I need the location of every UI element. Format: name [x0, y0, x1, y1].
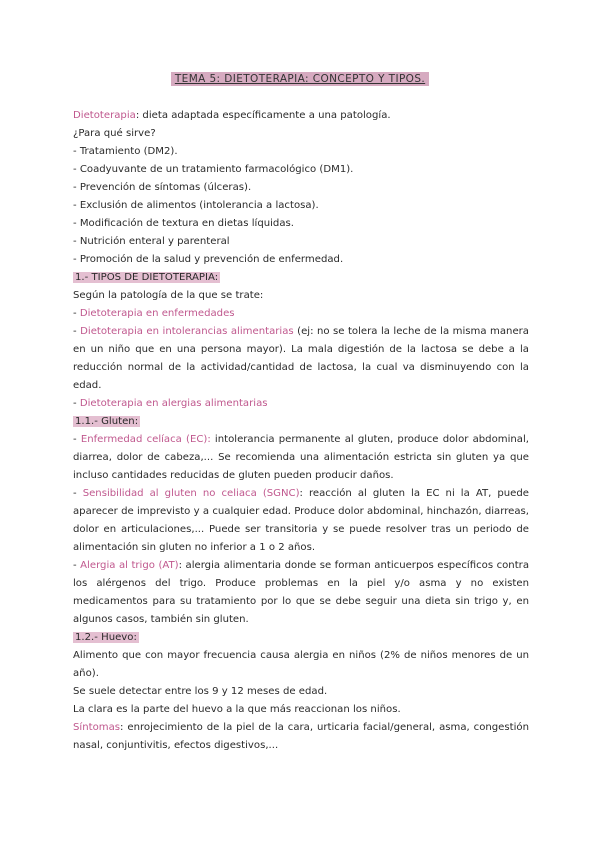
subsection-heading [73, 629, 529, 647]
type-item: - Dietoterapia en intolerancias alimentarias (ej: no se tolera la leche de la misma manera en un niño que en una persona mayor). La mala digestión de la lactosa se debe a la reducción normal de la actividad/cantidad de lactosa, la cual va disminuyendo con la edad. [73, 326, 529, 391]
page-title: TEMA 5: DIETOTERAPIA: CONCEPTO Y TIPOS. [171, 72, 429, 86]
gluten-term: Sensibilidad al gluten no celiaca (SGNC) [82, 488, 300, 499]
huevo-paragraph: La clara es la parte del huevo a la que más reaccionan los niños. [73, 704, 401, 715]
subsection-heading-text: 1.2.- Huevo: [75, 632, 137, 643]
gluten-term: Alergia al trigo (AT) [80, 560, 179, 571]
symptoms-term: Síntomas [73, 722, 121, 733]
type-item: - Dietoterapia en enfermedades [73, 308, 235, 319]
huevo-paragraph: Se suele detectar entre los 9 y 12 meses de edad. [73, 686, 328, 697]
use-item: - Modificación de textura en dietas líquidas. [73, 218, 294, 229]
gluten-item: - Alergia al trigo (AT): alergia alimentaria donde se forman anticuerpos específicos contra los alérgenos del trigo. Produce problemas en la piel y/o asma y no existen medicamentos para su tratamiento por lo que se debe seguir una dieta sin trigo y, en algunos casos, también sin gluten. [73, 560, 530, 625]
title-container [0, 72, 600, 86]
gluten-description: : reacción al gluten la EC ni la AT, puede aparecer de imprevisto y a cualquier edad. Produce dolor abdominal, hinchazón, diarreas, dolor en articulaciones,... Puede ser transitoria y se puede resolver tras un periodo de alimentación sin gluten no inferior a 1 o 2 años. [73, 488, 529, 553]
use-item: - Exclusión de alimentos (intolerancia a lactosa). [73, 200, 319, 211]
type-item: - Dietoterapia en alergias alimentarias [73, 398, 268, 409]
gluten-description: intolerancia permanente al gluten, produce dolor abdominal, diarrea, dolor de cabeza,... Se recomienda una alimentación estricta sin gluten ya que incluso cantidades reducidas de gluten pueden producir daños. [73, 434, 529, 481]
subsection-heading-text: 1.1.- Gluten: [75, 416, 139, 427]
definition-line [73, 107, 529, 125]
subsection-heading [73, 413, 529, 431]
gluten-term: Enfermedad celíaca (EC): [80, 434, 211, 445]
symptoms-paragraph [73, 719, 529, 755]
section-heading [73, 269, 529, 287]
gluten-item: - Enfermedad celíaca (EC): intolerancia permanente al gluten, produce dolor abdominal, diarrea, dolor de cabeza,... Se recomienda una alimentación estricta sin gluten ya que incluso cantidades reducidas de gluten pueden producir daños. [73, 434, 529, 481]
definition-text: : dieta adaptada específicamente a una patología. [135, 110, 391, 121]
type-label: Dietoterapia en alergias alimentarias [79, 398, 268, 409]
gluten-item: - Sensibilidad al gluten no celiaca (SGNC): reacción al gluten la EC ni la AT, puede aparecer de imprevisto y a cualquier edad. Produce dolor abdominal, hinchazón, diarreas, dolor en articulaciones,... Puede ser transitoria y se puede resolver tras un periodo de alimentación sin gluten no inferior a 1 o 2 años. [73, 488, 529, 553]
section-lead: Según la patología de la que se trate: [73, 290, 264, 301]
huevo-paragraph: Alimento que con mayor frecuencia causa alergia en niños (2% de niños menores de un año). [73, 650, 529, 679]
use-item: - Promoción de la salud y prevención de enfermedad. [73, 254, 344, 265]
use-item: - Prevención de síntomas (úlceras). [73, 182, 252, 193]
type-description: (ej: no se tolera la leche de la misma manera en un niño que en una persona mayor). La mala digestión de la lactosa se debe a la reducción normal de la actividad/cantidad de lactosa, la cual va disminuyendo con la edad. [73, 326, 529, 391]
gluten-description: : alergia alimentaria donde se forman anticuerpos específicos contra los alérgenos del trigo. Produce problemas en la piel y/o asma y no existen medicamentos para su tratamiento por lo que se debe seguir una dieta sin trigo y, en algunos casos, también sin gluten. [73, 560, 530, 625]
purpose-question: ¿Para qué sirve? [73, 128, 156, 139]
type-label: Dietoterapia en intolerancias alimentarias [80, 326, 294, 337]
use-item: - Nutrición enteral y parenteral [73, 236, 230, 247]
section-heading-text: 1.- TIPOS DE DIETOTERAPIA: [75, 272, 219, 283]
definition-term: Dietoterapia [73, 110, 136, 121]
use-item: - Tratamiento (DM2). [73, 146, 178, 157]
use-item: - Coadyuvante de un tratamiento farmacológico (DM1). [73, 164, 354, 175]
document-body [73, 107, 529, 755]
symptoms-text: : enrojecimiento de la piel de la cara, urticaria facial/general, asma, congestión nasal, conjuntivitis, efectos digestivos,... [73, 722, 529, 751]
type-label: Dietoterapia en enfermedades [79, 308, 235, 319]
